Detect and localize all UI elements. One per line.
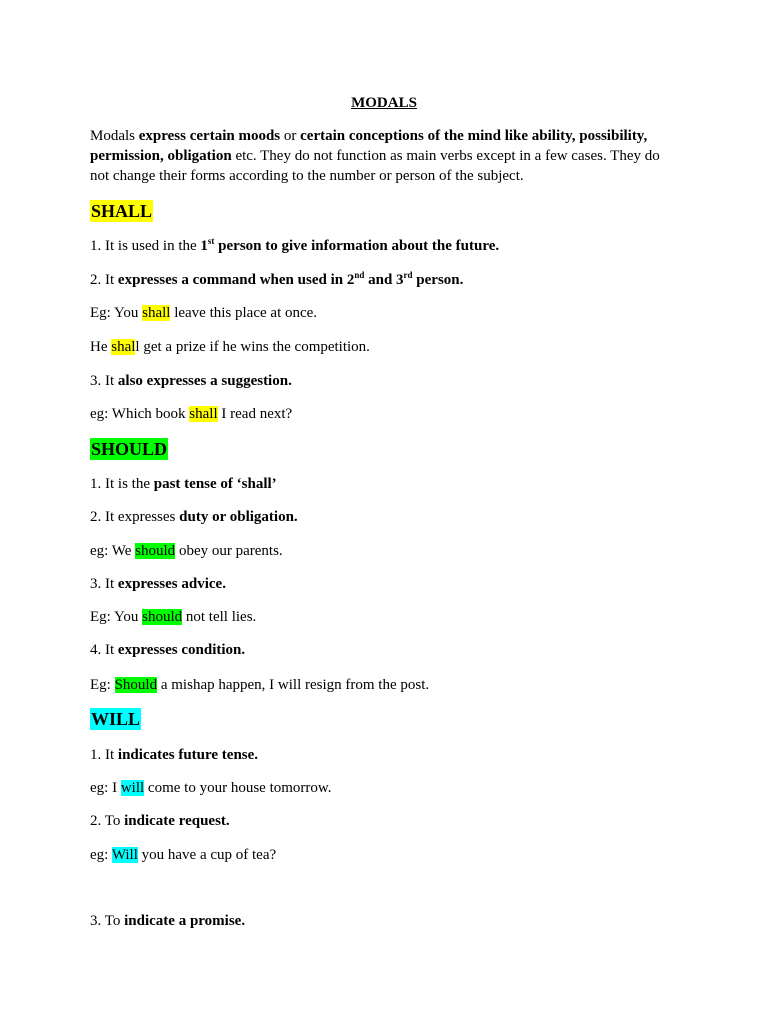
should-example-3 <box>90 675 429 695</box>
shall-point-1-sup: st <box>207 236 215 246</box>
will-example-2-text: eg: <box>90 847 112 863</box>
should-example-2 <box>90 607 256 627</box>
shall-example-3-highlight: shall <box>189 406 218 422</box>
should-point-2-text: 2. It expresses <box>90 509 180 525</box>
will-point-1-text: 1. It <box>90 747 118 763</box>
should-point-3-text: 3. It <box>90 576 118 592</box>
will-example-2 <box>90 845 276 865</box>
shall-example-2 <box>90 337 370 357</box>
will-example-2-highlight: Will <box>111 847 138 863</box>
intro-text-1: Modals <box>90 128 139 144</box>
should-point-4-bold: expresses condition. <box>117 642 246 658</box>
intro-text-3: etc. They do not function as main verbs except in a few cases. They do not change their forms according to the number or person of the subject. <box>90 148 660 184</box>
shall-point-1-bold-2: person to give information about the future. <box>214 238 500 254</box>
should-example-1-text: eg: We <box>90 543 136 559</box>
intro-paragraph <box>90 126 680 186</box>
should-example-2-text: Eg: You <box>90 609 143 625</box>
shall-point-1-bold: 1 <box>200 238 208 254</box>
will-point-2 <box>90 811 230 831</box>
shall-point-2-sup-1: nd <box>354 270 365 280</box>
will-point-1 <box>90 745 258 765</box>
shall-point-3-text: 3. It <box>90 373 118 389</box>
should-example-3-text: Eg: <box>90 677 115 693</box>
intro-bold-2: certain conceptions of the mind like ability, possibility, permission, obligation <box>90 128 648 164</box>
intro-bold-1: express certain moods <box>138 128 281 144</box>
heading-shall: SHALL <box>91 201 153 221</box>
heading-should: SHOULD <box>91 439 168 459</box>
should-point-3 <box>90 574 226 594</box>
will-example-1-text-2: come to your house tomorrow. <box>144 780 332 796</box>
shall-point-2-sup-2: rd <box>403 270 413 280</box>
should-point-1 <box>90 474 277 494</box>
shall-point-1 <box>90 236 499 256</box>
should-point-2 <box>90 507 298 527</box>
should-point-2-bold: duty or obligation. <box>179 509 298 525</box>
shall-example-1-text-2: leave this place at once. <box>170 305 318 321</box>
will-example-2-text-2: you have a cup of tea? <box>137 847 277 863</box>
will-example-1-text: eg: I <box>90 780 121 796</box>
shall-point-2-bold-2: and 3 <box>364 272 404 288</box>
shall-example-3-text-2: I read next? <box>217 406 293 422</box>
should-point-1-text: 1. It is the <box>90 476 154 492</box>
will-point-3-bold: indicate a promise. <box>124 913 246 929</box>
shall-point-2 <box>90 270 463 290</box>
will-point-3-text: 3. To <box>90 913 125 929</box>
will-example-1 <box>90 778 332 798</box>
should-example-3-text-2: a mishap happen, I will resign from the post. <box>157 677 430 693</box>
should-example-1 <box>90 541 283 561</box>
shall-point-2-bold-3: person. <box>412 272 464 288</box>
should-example-1-highlight: should <box>135 543 176 559</box>
will-point-1-bold: indicates future tense. <box>117 747 259 763</box>
heading-will: WILL <box>91 709 141 729</box>
document-title: MODALS <box>351 95 417 111</box>
shall-example-3-text: eg: Which book <box>90 406 190 422</box>
should-point-1-bold: past tense of ‘shall’ <box>153 476 277 492</box>
shall-example-1 <box>90 303 317 323</box>
shall-point-3-bold: also expresses a suggestion. <box>117 373 292 389</box>
will-point-2-text: 2. To <box>90 813 125 829</box>
shall-point-1-text: 1. It is used in the <box>90 238 201 254</box>
shall-example-2-text-2: l get a prize if he wins the competition. <box>135 339 370 355</box>
should-example-2-highlight: should <box>142 609 183 625</box>
will-point-3 <box>90 911 245 931</box>
should-point-4 <box>90 640 245 660</box>
shall-example-2-highlight: shal <box>111 339 136 355</box>
should-example-3-highlight: Should <box>114 677 158 693</box>
intro-text-2: or <box>280 128 301 144</box>
shall-point-2-bold: expresses a command when used in 2 <box>117 272 355 288</box>
shall-example-3 <box>90 404 292 424</box>
will-example-1-highlight: will <box>120 780 145 796</box>
should-point-4-text: 4. It <box>90 642 118 658</box>
should-example-1-text-2: obey our parents. <box>175 543 283 559</box>
shall-point-3 <box>90 371 292 391</box>
will-point-2-bold: indicate request. <box>124 813 230 829</box>
shall-example-1-highlight: shall <box>142 305 171 321</box>
should-point-3-bold: expresses advice. <box>117 576 226 592</box>
shall-example-1-text: Eg: You <box>90 305 143 321</box>
should-example-2-text-2: not tell lies. <box>182 609 257 625</box>
shall-example-2-text: He <box>90 339 112 355</box>
shall-point-2-text: 2. It <box>90 272 118 288</box>
